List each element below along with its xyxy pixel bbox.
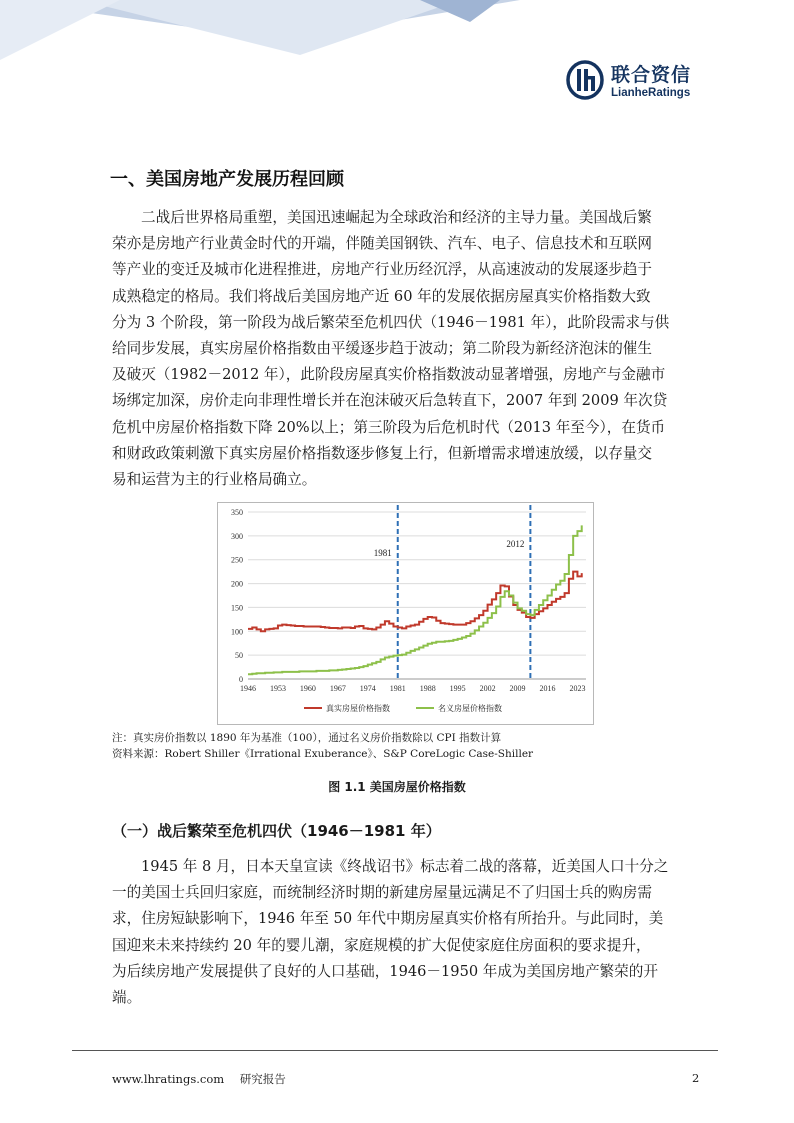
y-tick-label: 0 <box>239 675 243 684</box>
paragraph-line: 场绑定加深，房价走向非理性增长并在泡沫破灭后急转直下，2007 年到 2009 年次贷 <box>112 392 668 410</box>
paragraph-line: 给同步发展，真实房屋价格指数由平缓逐步趋于波动；第二阶段为新经济泡沫的催生 <box>112 340 652 358</box>
figure-caption: 图 1.1 美国房屋价格指数 <box>328 780 466 794</box>
x-tick-label: 1995 <box>449 684 466 693</box>
series-line <box>248 525 582 674</box>
body-paragraph <box>112 854 686 1011</box>
lianhe-logo-icon <box>565 60 605 100</box>
y-tick-label: 100 <box>231 627 243 637</box>
chart-note: 注：真实房价指数以 1890 年为基准（100），通过名义房价指数除以 CPI 指数计算 <box>112 732 502 744</box>
company-logo <box>565 58 715 106</box>
chart-source: 资料来源：Robert Shiller《Irrational Exuberance》、S&P CoreLogic Case-Shiller <box>112 748 534 760</box>
x-tick-label: 2023 <box>569 684 586 693</box>
paragraph-line: 危机中房屋价格指数下降 20%以上；第三阶段为后危机时代（2013 年至今），在货币 <box>112 418 666 436</box>
series-line <box>248 572 582 632</box>
page-number: 2 <box>692 1071 700 1085</box>
footer-url[interactable]: www.lhratings.com <box>112 1072 225 1086</box>
reference-line-label: 1981 <box>373 548 392 558</box>
footer-divider <box>72 1050 718 1051</box>
paragraph-line: 求，住房短缺影响下，1946 年至 50 年代中期房屋真实价格有所抬升。与此同时，美 <box>112 910 664 928</box>
chart-canvas <box>218 503 593 724</box>
reference-line-label: 2012 <box>506 539 525 549</box>
paragraph-line: 分为 3 个阶段，第一阶段为战后繁荣至危机四伏（1946－1981 年），此阶段需求与供 <box>112 313 670 331</box>
paragraph-line: 和财政政策刺激下真实房屋价格指数逐步修复上行，但新增需求增速放缓，以存量交 <box>112 444 652 462</box>
x-tick-label: 1953 <box>269 684 286 693</box>
legend-label: 名义房屋价格指数 <box>438 704 502 713</box>
paragraph-line: 国迎来未来持续约 20 年的婴儿潮，家庭规模的扩大促使家庭住房面积的要求提升， <box>112 936 651 954</box>
section-title: 一、美国房地产发展历程回顾 <box>110 169 344 190</box>
x-tick-label: 2002 <box>479 684 496 693</box>
logo-chinese-name: 联合资信 <box>611 64 692 86</box>
paragraph-line: 一的美国士兵回归家庭，而统制经济时期的新建房屋量远满足不了归国士兵的购房需 <box>112 884 652 902</box>
paragraph-line: 易和运营为主的行业格局确立。 <box>112 471 317 489</box>
x-tick-label: 2009 <box>509 684 526 693</box>
y-tick-label: 300 <box>231 531 243 541</box>
footer-info <box>112 1071 298 1087</box>
legend-label: 真实房屋价格指数 <box>326 704 390 713</box>
y-tick-label: 200 <box>231 579 243 589</box>
x-tick-label: 1981 <box>389 684 406 693</box>
house-price-chart <box>217 502 594 725</box>
paragraph-line: 荣亦是房地产行业黄金时代的开端，伴随美国钢铁、汽车、电子、信息技术和互联网 <box>112 235 652 253</box>
paragraph-line: 二战后世界格局重塑，美国迅速崛起为全球政治和经济的主导力量。美国战后繁 <box>141 209 652 226</box>
paragraph-line: 成熟稳定的格局。我们将战后美国房地产近 60 年的发展依据房屋真实价格指数大致 <box>112 287 651 305</box>
x-tick-label: 1960 <box>299 684 316 693</box>
x-tick-label: 1967 <box>329 684 346 693</box>
x-tick-label: 1988 <box>419 684 436 693</box>
logo-english-name: LianheRatings <box>611 87 691 99</box>
x-tick-label: 1974 <box>359 684 376 693</box>
y-tick-label: 150 <box>231 603 243 613</box>
x-tick-label: 1946 <box>240 684 256 693</box>
subsection-title: （一）战后繁荣至危机四伏（1946－1981 年） <box>112 822 441 840</box>
intro-paragraph <box>112 205 686 493</box>
paragraph-line: 为后续房地产发展提供了良好的人口基础，1946－1950 年成为美国房地产繁荣的开 <box>112 962 658 980</box>
footer-label: 研究报告 <box>239 1072 286 1086</box>
y-tick-label: 50 <box>235 651 243 661</box>
paragraph-line: 等产业的变迁及城市化进程推进，房地产行业历经沉浮，从高速波动的发展逐步趋于 <box>112 261 652 279</box>
x-tick-label: 2016 <box>539 684 556 693</box>
paragraph-line: 端。 <box>112 989 142 1007</box>
paragraph-line: 及破灭（1982－2012 年），此阶段房屋真实价格指数波动显著增强，房地产与金融市 <box>112 366 666 384</box>
y-tick-label: 250 <box>231 555 243 565</box>
y-tick-label: 350 <box>231 508 243 517</box>
paragraph-line: 1945 年 8 月，日本天皇宣读《终战诏书》标志着二战的落幕，近美国人口十分之 <box>141 858 669 875</box>
